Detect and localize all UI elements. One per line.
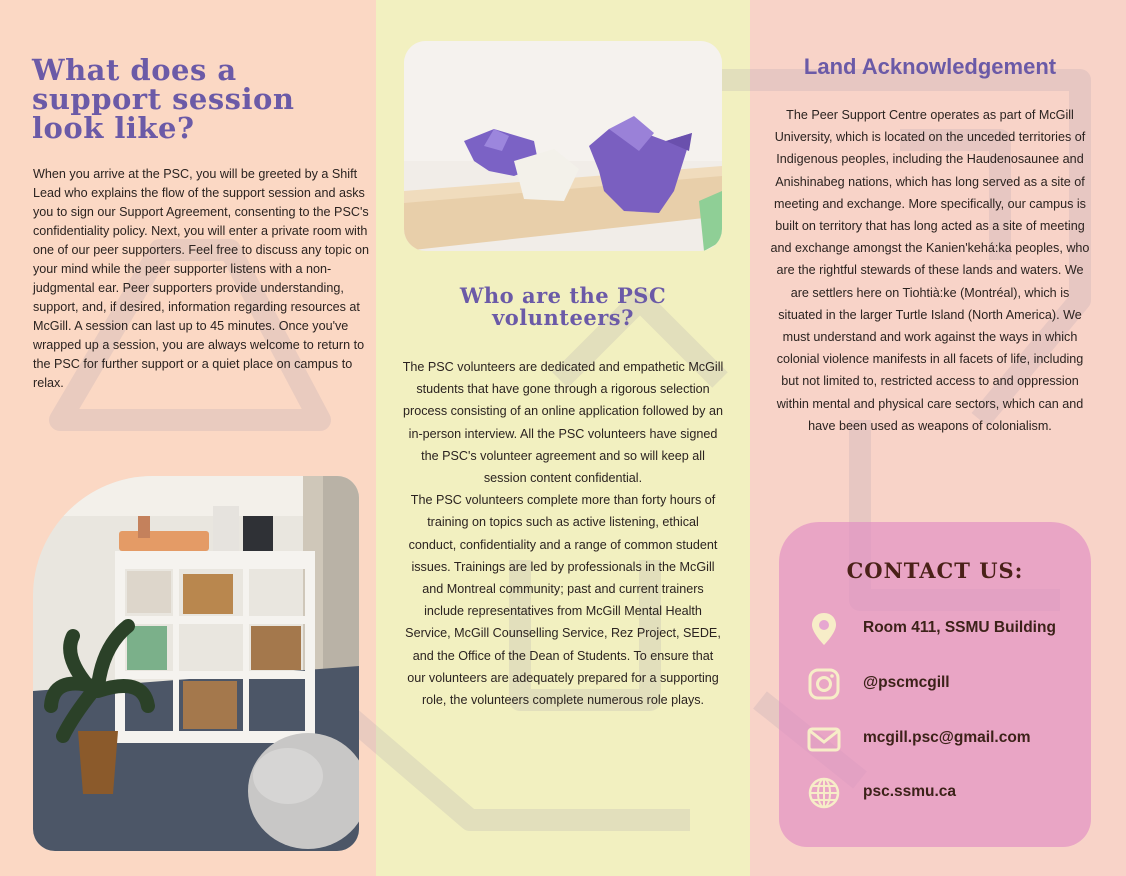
room-photo: [33, 476, 359, 851]
contact-title: CONTACT US:: [846, 558, 1024, 583]
contact-instagram-text[interactable]: @pscmcgill: [863, 674, 950, 691]
session-body: When you arrive at the PSC, you will be greeted by a Shift Lead who explains the flow of the support session and asks you to sign our Support Agreement, consenting to the PSC's confidentiality policy. Next, you will enter a private room with one of our peer supporters. Feel free to discuss any topic on your mind while the peer supporter listens with a non-judgmental ear. Peer supporters provide understanding, support, and, if desired, information regarding resources at McGill. A session can last up to 45 minutes. Once you've wrapped up a session, you are always welcome to return to the PSC for further support or a quiet place on campus to relax.: [33, 167, 370, 390]
volunteers-paragraph-1: The PSC volunteers are dedicated and empathetic McGill students that have gone through a rigorous selection process consisting of an online application followed by an in-person interview. All the PSC volunteers have signed the PSC's volunteer agreement and so will keep all session content confidential.: [402, 360, 724, 486]
location-pin-icon: [805, 610, 843, 648]
globe-icon: [805, 774, 843, 812]
mail-icon: [805, 720, 843, 758]
contact-item-website[interactable]: [805, 774, 1085, 810]
contact-item-instagram[interactable]: [805, 665, 1085, 701]
volunteers-paragraph-2: The PSC volunteers complete more than forty hours of training on topics such as active listening, ethical conduct, confidentiality and a range of common student issues. Trainings are led by professionals in the McGill and Montreal community; past and current trainers include representatives from McGill Mental Health Service, McGill Counselling Service, Rez Project, SEDE, and the Office of the Dean of Students. To ensure that our volunteers are adequately prepared for a supporting role, the volunteers complete numerous role plays.: [405, 493, 721, 708]
contact-website-text[interactable]: psc.ssmu.ca: [863, 783, 957, 800]
land-acknowledgement-heading: Land Acknowledgement: [803, 54, 1057, 79]
contact-location-text: Room 411, SSMU Building: [863, 619, 1056, 636]
contact-email-text[interactable]: mcgill.psc@gmail.com: [863, 729, 1031, 746]
session-heading: What does a support session look like?: [32, 53, 295, 145]
contact-item-location: [805, 610, 1085, 646]
contact-box: [779, 522, 1091, 847]
volunteers-heading: Who are the PSC volunteers?: [459, 283, 667, 330]
contact-item-email[interactable]: [805, 720, 1085, 756]
land-acknowledgement-body: The Peer Support Centre operates as part of McGill University, which is located on the unceded territories of Indigenous peoples, including the Haudenosaunee and Anishinabeg nations, which has long served as a site of meeting and exchange. More specifically, our campus is built on territory that has long acted as a site of meeting and exchange amongst the Kanien'kehá:ka peoples, who are the rightful stewards of these lands and waters. We are settlers here on Tiohtià:ke (Montréal), which is situated in the larger Turtle Island (North America). We must understand and work against the ways in which colonial violence manifests in all facets of life, including but not limited to, restricted access to and oppression within mental and physical care sectors, which can and have been used as weapons of colonialism.: [770, 108, 1090, 433]
volunteers-body: [402, 356, 724, 711]
origami-photo: [404, 41, 722, 251]
instagram-icon: [805, 665, 843, 703]
